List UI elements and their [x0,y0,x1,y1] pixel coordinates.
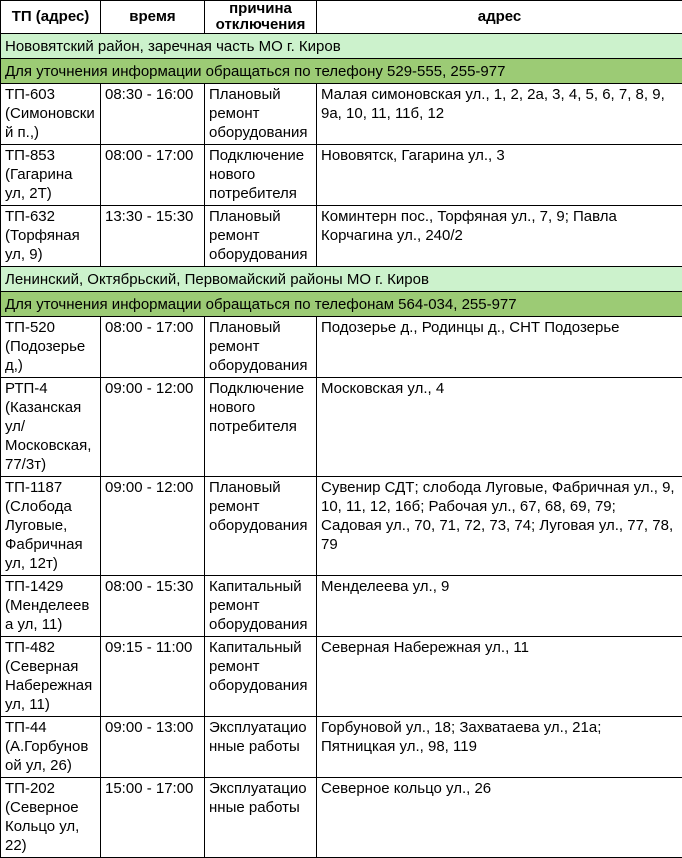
cell-address: Сувенир СДТ; слобода Луговые, Фабричная ул., 9, 10, 11, 12, 16б; Рабочая ул., 67, 68, 69, 79; Садовая ул., 70, 71, 72, 73, 74; Луговая ул., 77, 78, 79 [317,477,682,576]
column-header-address: адрес [317,1,682,34]
column-header-reason: причина отключения [205,1,317,34]
outage-table-header [1,1,682,34]
cell-tp: ТП-1429 (Менделеева ул, 11) [1,576,101,637]
cell-reason: Капитальный ремонт оборудования [205,576,317,637]
cell-reason: Плановый ремонт оборудования [205,84,317,145]
cell-address: Северная Набережная ул., 11 [317,637,682,717]
cell-reason: Эксплуатационные работы [205,778,317,858]
table-row [1,477,682,576]
cell-address: Подозерье д., Родинцы д., СНТ Подозерье [317,317,682,378]
cell-address: Горбуновой ул., 18; Захватаева ул., 21а; Пятницкая ул., 98, 119 [317,717,682,778]
region-row [1,34,682,59]
region-label: Нововятский район, заречная часть МО г. Киров [1,34,682,59]
phone-note-row [1,59,682,84]
outage-table-body [1,34,682,858]
cell-reason: Подключение нового потребителя [205,378,317,477]
cell-reason: Плановый ремонт оборудования [205,317,317,378]
cell-reason: Плановый ремонт оборудования [205,477,317,576]
cell-time: 15:00 - 17:00 [101,778,205,858]
table-row [1,637,682,717]
cell-reason: Капитальный ремонт оборудования [205,637,317,717]
cell-address: Северное кольцо ул., 26 [317,778,682,858]
region-row [1,267,682,292]
column-header-time: время [101,1,205,34]
cell-tp: ТП-1187 (Слобода Луговые, Фабричная ул, 12т) [1,477,101,576]
cell-tp: ТП-603 (Симоновский п.,) [1,84,101,145]
header-row [1,1,682,34]
cell-tp: ТП-853 (Гагарина ул, 2Т) [1,145,101,206]
cell-address: Менделеева ул., 9 [317,576,682,637]
table-row [1,576,682,637]
cell-time: 08:00 - 17:00 [101,145,205,206]
cell-reason: Плановый ремонт оборудования [205,206,317,267]
phone-note-label: Для уточнения информации обращаться по телефонам 564-034, 255-977 [1,292,682,317]
cell-address: Коминтерн пос., Торфяная ул., 7, 9; Павла Корчагина ул., 240/2 [317,206,682,267]
cell-address: Московская ул., 4 [317,378,682,477]
cell-tp: ТП-520 (Подозерье д,) [1,317,101,378]
table-row [1,378,682,477]
table-row [1,778,682,858]
cell-tp: ТП-632 (Торфяная ул, 9) [1,206,101,267]
table-row [1,206,682,267]
column-header-tp: ТП (адрес) [1,1,101,34]
cell-time: 08:30 - 16:00 [101,84,205,145]
cell-tp: РТП-4 (Казанская ул/Московская, 77/3т) [1,378,101,477]
cell-address: Малая симоновская ул., 1, 2, 2а, 3, 4, 5, 6, 7, 8, 9, 9а, 10, 11, 11б, 12 [317,84,682,145]
table-row [1,317,682,378]
cell-time: 13:30 - 15:30 [101,206,205,267]
cell-address: Нововятск, Гагарина ул., 3 [317,145,682,206]
cell-time: 08:00 - 17:00 [101,317,205,378]
region-label: Ленинский, Октябрьский, Первомайский районы МО г. Киров [1,267,682,292]
cell-tp: ТП-44 (А.Горбуновой ул, 26) [1,717,101,778]
cell-tp: ТП-482 (Северная Набережная ул, 11) [1,637,101,717]
phone-note-row [1,292,682,317]
phone-note-label: Для уточнения информации обращаться по телефону 529-555, 255-977 [1,59,682,84]
cell-time: 09:00 - 12:00 [101,477,205,576]
cell-time: 08:00 - 15:30 [101,576,205,637]
cell-reason: Эксплуатационные работы [205,717,317,778]
cell-time: 09:00 - 13:00 [101,717,205,778]
cell-time: 09:15 - 11:00 [101,637,205,717]
table-row [1,84,682,145]
table-row [1,717,682,778]
cell-reason: Подключение нового потребителя [205,145,317,206]
table-row [1,145,682,206]
cell-time: 09:00 - 12:00 [101,378,205,477]
cell-tp: ТП-202 (Северное Кольцо ул, 22) [1,778,101,858]
